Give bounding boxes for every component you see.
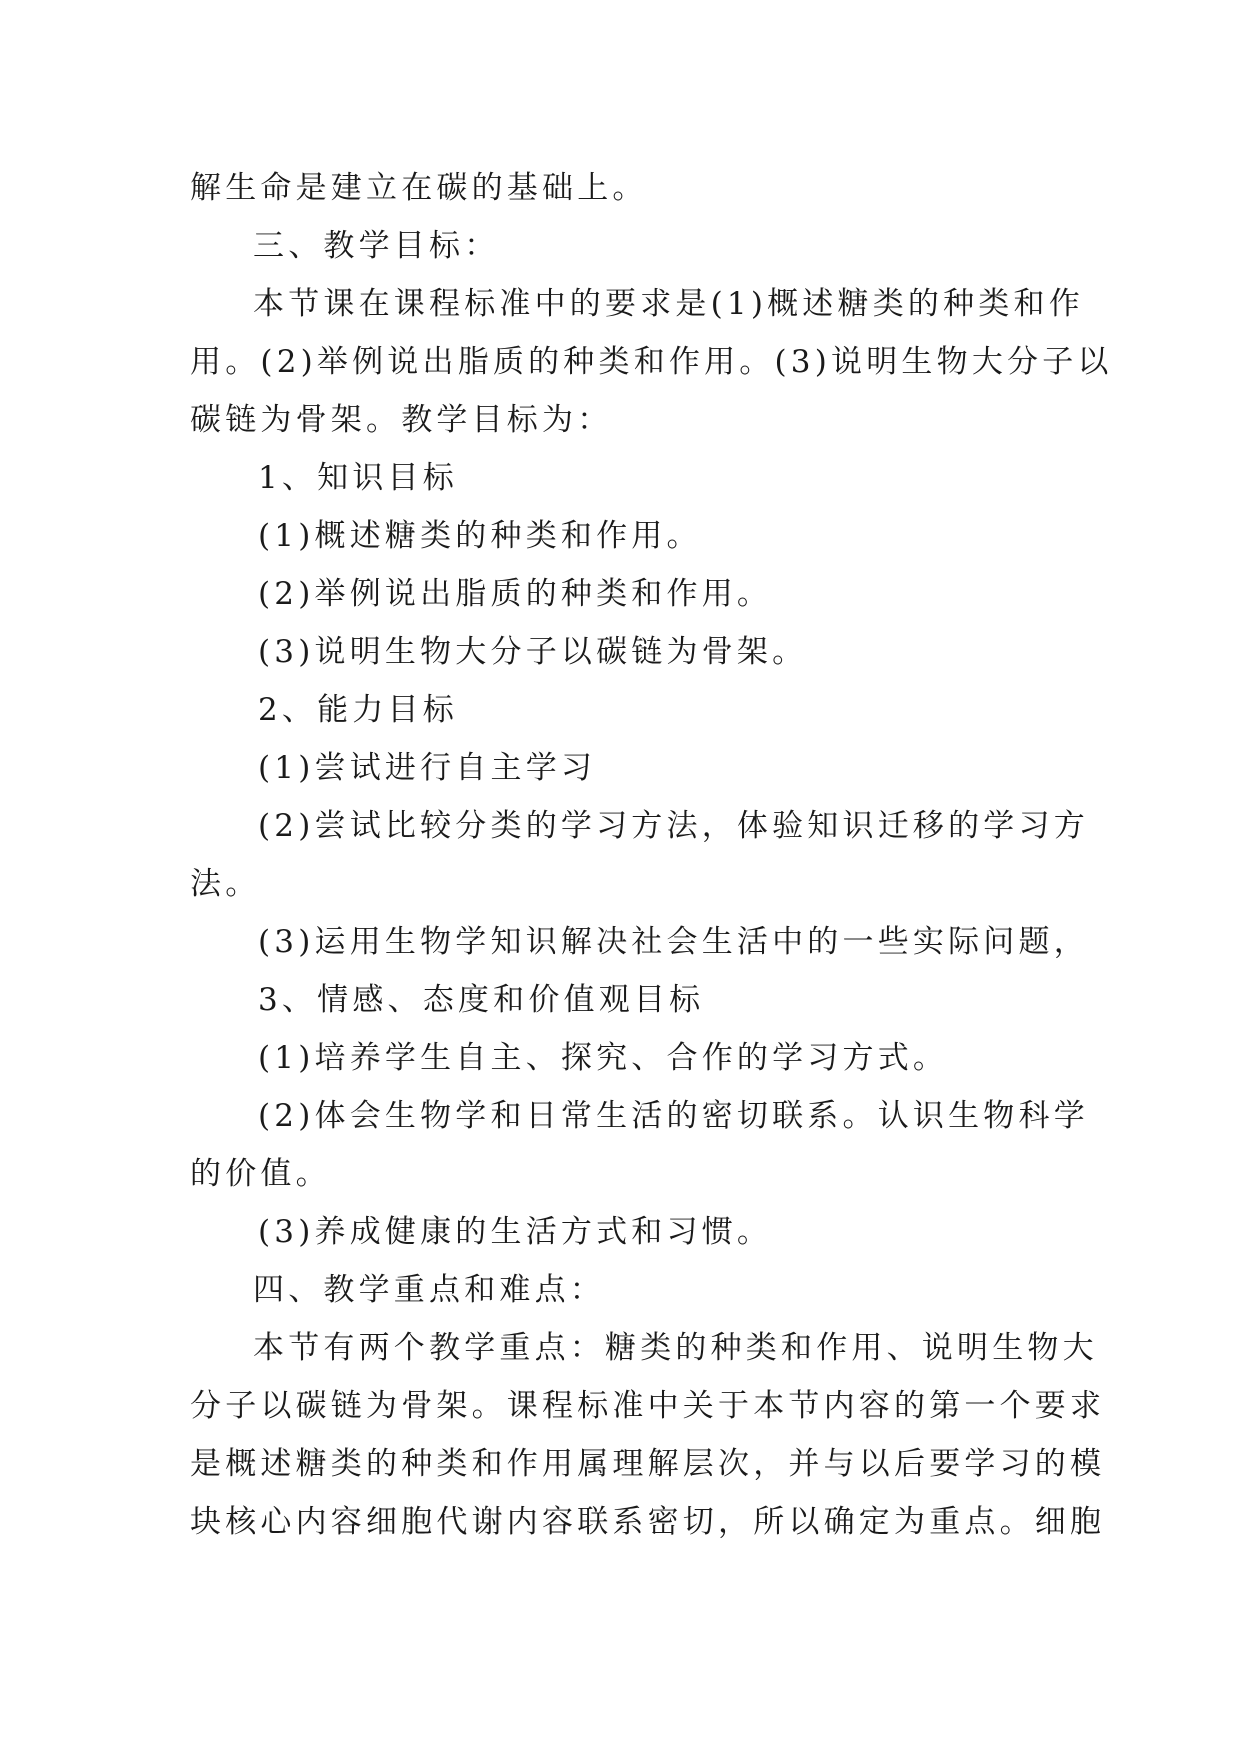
list-item: (3)养成健康的生活方式和习惯。 [258,1214,773,1250]
paragraph-text-line: 块核心内容细胞代谢内容联系密切，所以确定为重点。细胞 [190,1504,1106,1540]
subsection-heading: 2、能力目标 [258,692,458,728]
list-item: (2)体会生物学和日常生活的密切联系。认识生物科学 [258,1098,1089,1134]
list-item: (1)概述糖类的种类和作用。 [258,518,702,554]
list-item: (3)说明生物大分子以碳链为骨架。 [258,634,808,670]
list-item-continuation: 的价值。 [190,1156,331,1192]
paragraph-text-line: 用。(2)举例说出脂质的种类和作用。(3)说明生物大分子以 [190,344,1113,380]
list-item: (2)尝试比较分类的学习方法，体验知识迁移的学习方 [258,808,1089,844]
list-item: (1)尝试进行自主学习 [258,750,597,786]
paragraph-text-line: 碳链为骨架。教学目标为： [190,402,613,438]
list-item-continuation: 法。 [190,866,261,902]
paragraph-text-line: 是概述糖类的种类和作用属理解层次，并与以后要学习的模 [190,1446,1106,1482]
paragraph-text-line: 分子以碳链为骨架。课程标准中关于本节内容的第一个要求 [190,1388,1106,1424]
subsection-heading: 1、知识目标 [258,460,458,496]
list-item: (3)运用生物学知识解决社会生活中的一些实际问题， [258,924,1089,960]
section-heading: 三、教学目标： [253,228,500,264]
subsection-heading: 3、情感、态度和价值观目标 [258,982,705,1018]
paragraph-text-line: 本节有两个教学重点：糖类的种类和作用、说明生物大 [253,1330,1098,1366]
section-heading: 四、教学重点和难点： [253,1272,605,1308]
list-item: (2)举例说出脂质的种类和作用。 [258,576,773,612]
body-text-line: 解生命是建立在碳的基础上。 [190,170,648,206]
list-item: (1)培养学生自主、探究、合作的学习方式。 [258,1040,949,1076]
paragraph-text-line: 本节课在课程标准中的要求是(1)概述糖类的种类和作 [253,286,1084,322]
